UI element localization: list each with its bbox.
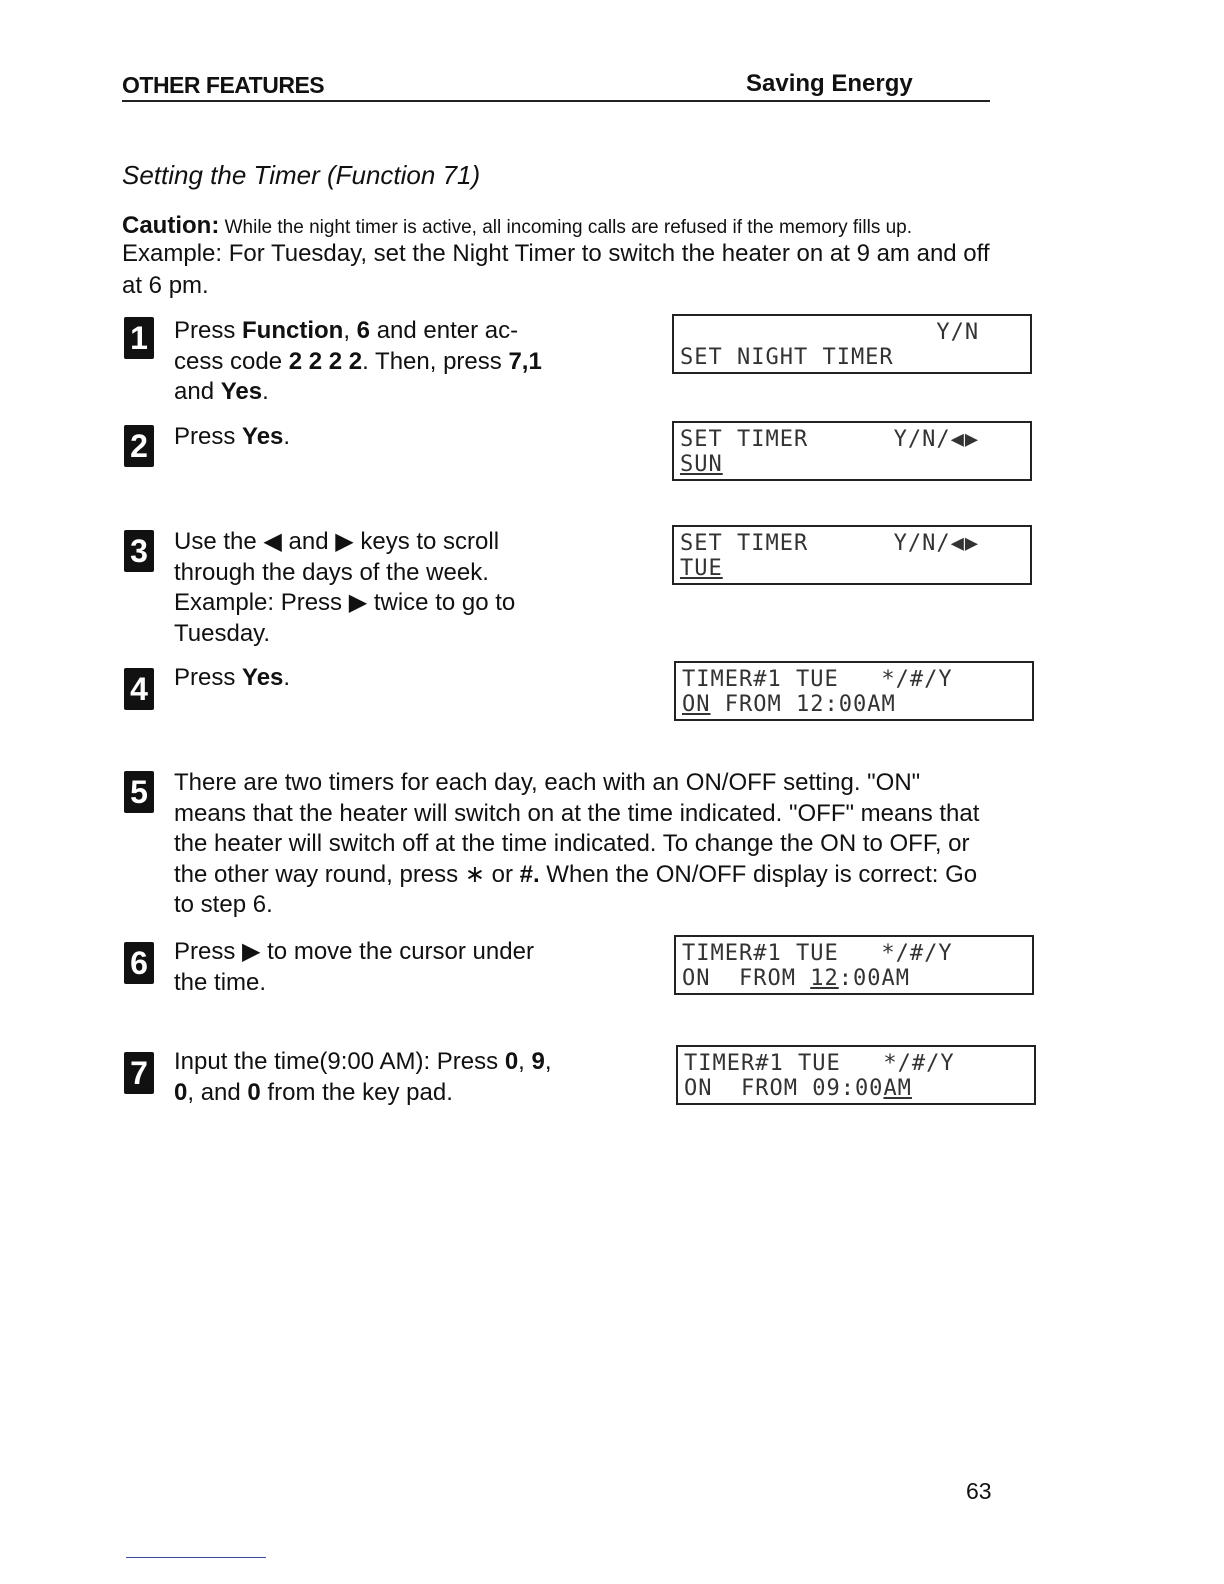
lcd-display (672, 314, 1032, 374)
step-text: Press Yes. (174, 664, 291, 691)
step-number: 7 (124, 1052, 154, 1094)
lcd-line-1: SET TIMER Y/N/◀▶ (680, 427, 980, 452)
step-number: 2 (124, 425, 154, 467)
lcd-line-1: TIMER#1 TUE */#/Y (682, 941, 953, 966)
step-number: 1 (124, 317, 154, 359)
step-text: Press ▶ to move the cursor under the time. (174, 938, 534, 996)
example-text: Example: For Tuesday, set the Night Timer to switch the heater on at 9 am and off at 6 pm. (122, 240, 990, 299)
lcd-line-1: SET TIMER Y/N/◀▶ (680, 531, 980, 556)
step-number: 4 (124, 668, 154, 710)
lcd-line-2: TUE (680, 556, 723, 581)
step-text: Use the ◀ and ▶ keys to scroll through the days of the week. Example: Press ▶ twice to go to Tuesday. (174, 528, 516, 647)
lcd-line-2: ON FROM 12:00AM (682, 966, 910, 991)
lcd-line-1: TIMER#1 TUE */#/Y (682, 667, 953, 692)
page-header (122, 68, 990, 102)
topic-title: Saving Energy (746, 70, 913, 97)
lcd-line-2: SET NIGHT TIMER (680, 345, 894, 370)
lcd-line-2: SUN (680, 452, 723, 477)
step-text: Press Function, 6 and enter ac-cess code 2 2 2 2. Then, press 7,1 and Yes. (174, 317, 542, 405)
lcd-line-1: TIMER#1 TUE */#/Y (684, 1051, 955, 1076)
lcd-display (676, 1045, 1036, 1105)
footer-divider (126, 1557, 266, 1558)
step-number: 3 (124, 530, 154, 572)
step-text: Press Yes. (174, 423, 291, 450)
step-number: 6 (124, 942, 154, 984)
lcd-display (674, 661, 1034, 721)
lcd-line-2: ON FROM 12:00AM (682, 692, 896, 717)
lcd-line-2: ON FROM 09:00AM (684, 1076, 912, 1101)
step-number: 5 (124, 771, 154, 813)
lcd-display (674, 935, 1034, 995)
caution-label: Caution: (122, 212, 220, 239)
lcd-display (672, 525, 1032, 585)
section-title: OTHER FEATURES (122, 72, 325, 98)
caution-text: While the night timer is active, all incoming calls are refused if the memory fills up. (219, 217, 913, 238)
page-number: 63 (966, 1478, 992, 1504)
page-subtitle: Setting the Timer (Function 71) (122, 160, 481, 190)
step-text: There are two timers for each day, each with an ON/OFF setting. "ON" means that the heater will switch on at the time indicated. "OFF" means that the heater will switch off at the time indicated. To change the ON to OFF, or the other way round, press ∗ or #. When the ON/OFF display is correct: Go to step 6. (174, 769, 980, 918)
lcd-line-1: Y/N (680, 320, 980, 345)
lcd-display (672, 421, 1032, 481)
step-text: Input the time(9:00 AM): Press 0, 9, 0, and 0 from the key pad. (174, 1048, 552, 1106)
